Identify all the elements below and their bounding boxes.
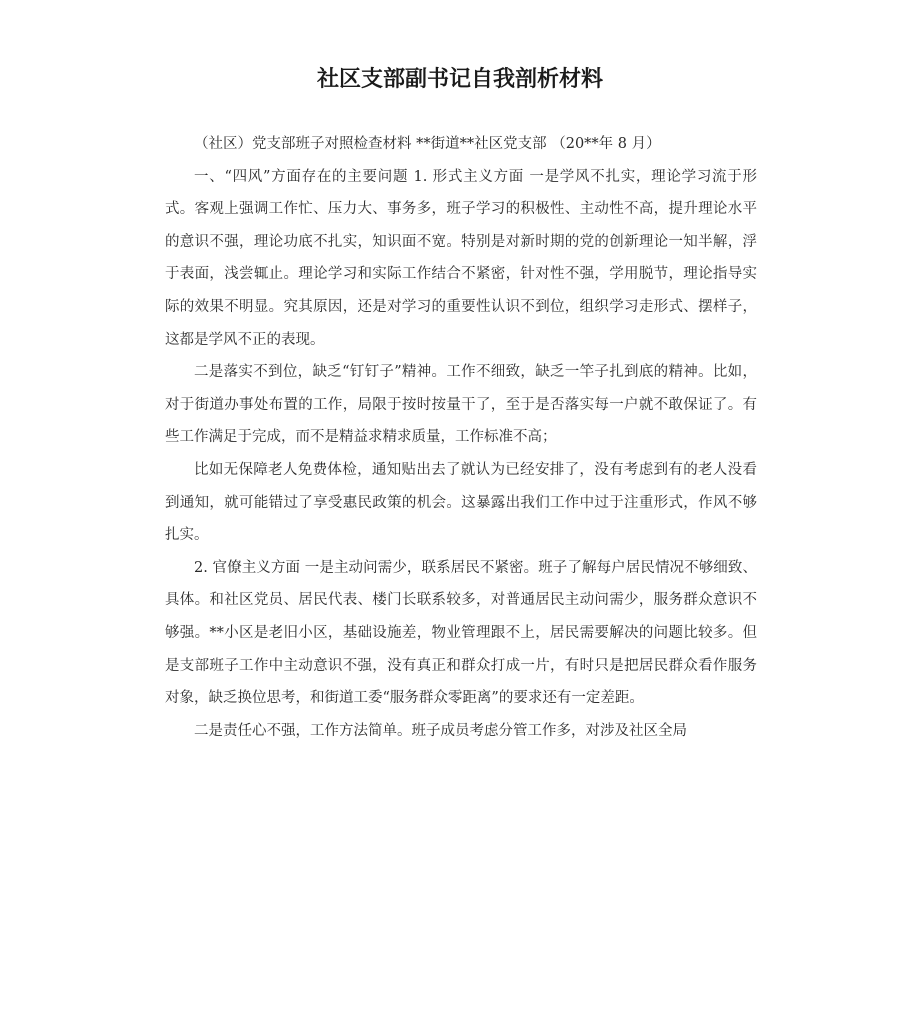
document-title: 社区支部副书记自我剖析材料 <box>316 67 603 92</box>
paragraph-formalism: 一、“四风”方面存在的主要问题 1. 形式主义方面 一是学风不扎实，理论学习流于形式。客观上强调工作忙、压力大、事务多，班子学习的积极性、主动性不高，提升理论水平的意识不强，理论功底不扎实，知识面不宽。特别是对新时期的党的创新理论一知半解，浮于表面，浅尝辄止。理论学习和实际工作结合不紧密，针对性不强，学用脱节，理论指导实际的效果不明显。究其原因，还是对学习的重要性认识不到位，组织学习走形式、摆样子，这都是学风不正的表现。 <box>165 168 757 348</box>
paragraph-responsibility: 二是责任心不强，工作方法简单。班子成员考虑分管工作多，对涉及社区全局 <box>194 722 687 739</box>
paragraph-bureaucracy: 2. 官僚主义方面 一是主动问需少，联系居民不紧密。班子了解每户居民情况不够细致、具体。和社区党员、居民代表、楼门长联系较多，对普通居民主动问需少，服务群众意识不够强。**小区是老旧小区，基础设施差，物业管理跟不上，居民需要解决的问题比较多。但是支部班子工作中主动意识不强，没有真正和群众打成一片，有时只是把居民群众看作服务对象，缺乏换位思考，和街道工委“服务群众零距离”的要求还有一定差距。 <box>165 559 757 707</box>
document-body <box>165 128 757 747</box>
paragraph-example: 比如无保障老人免费体检，通知贴出去了就认为已经安排了，没有考虑到有的老人没看到通知，就可能错过了享受惠民政策的机会。这暴露出我们工作中过于注重形式，作风不够扎实。 <box>165 461 757 544</box>
paragraph-subtitle: （社区）党支部班子对照检查材料 **街道**社区党支部 （20**年 8 月） <box>194 136 661 152</box>
paragraph-implementation: 二是落实不到位，缺乏“钉钉子”精神。工作不细致，缺乏一竿子扎到底的精神。比如，对于街道办事处布置的工作，局限于按时按量干了，至于是否落实每一户就不敢保证了。有些工作满足于完成，而不是精益求精求质量，工作标准不高； <box>165 364 757 446</box>
